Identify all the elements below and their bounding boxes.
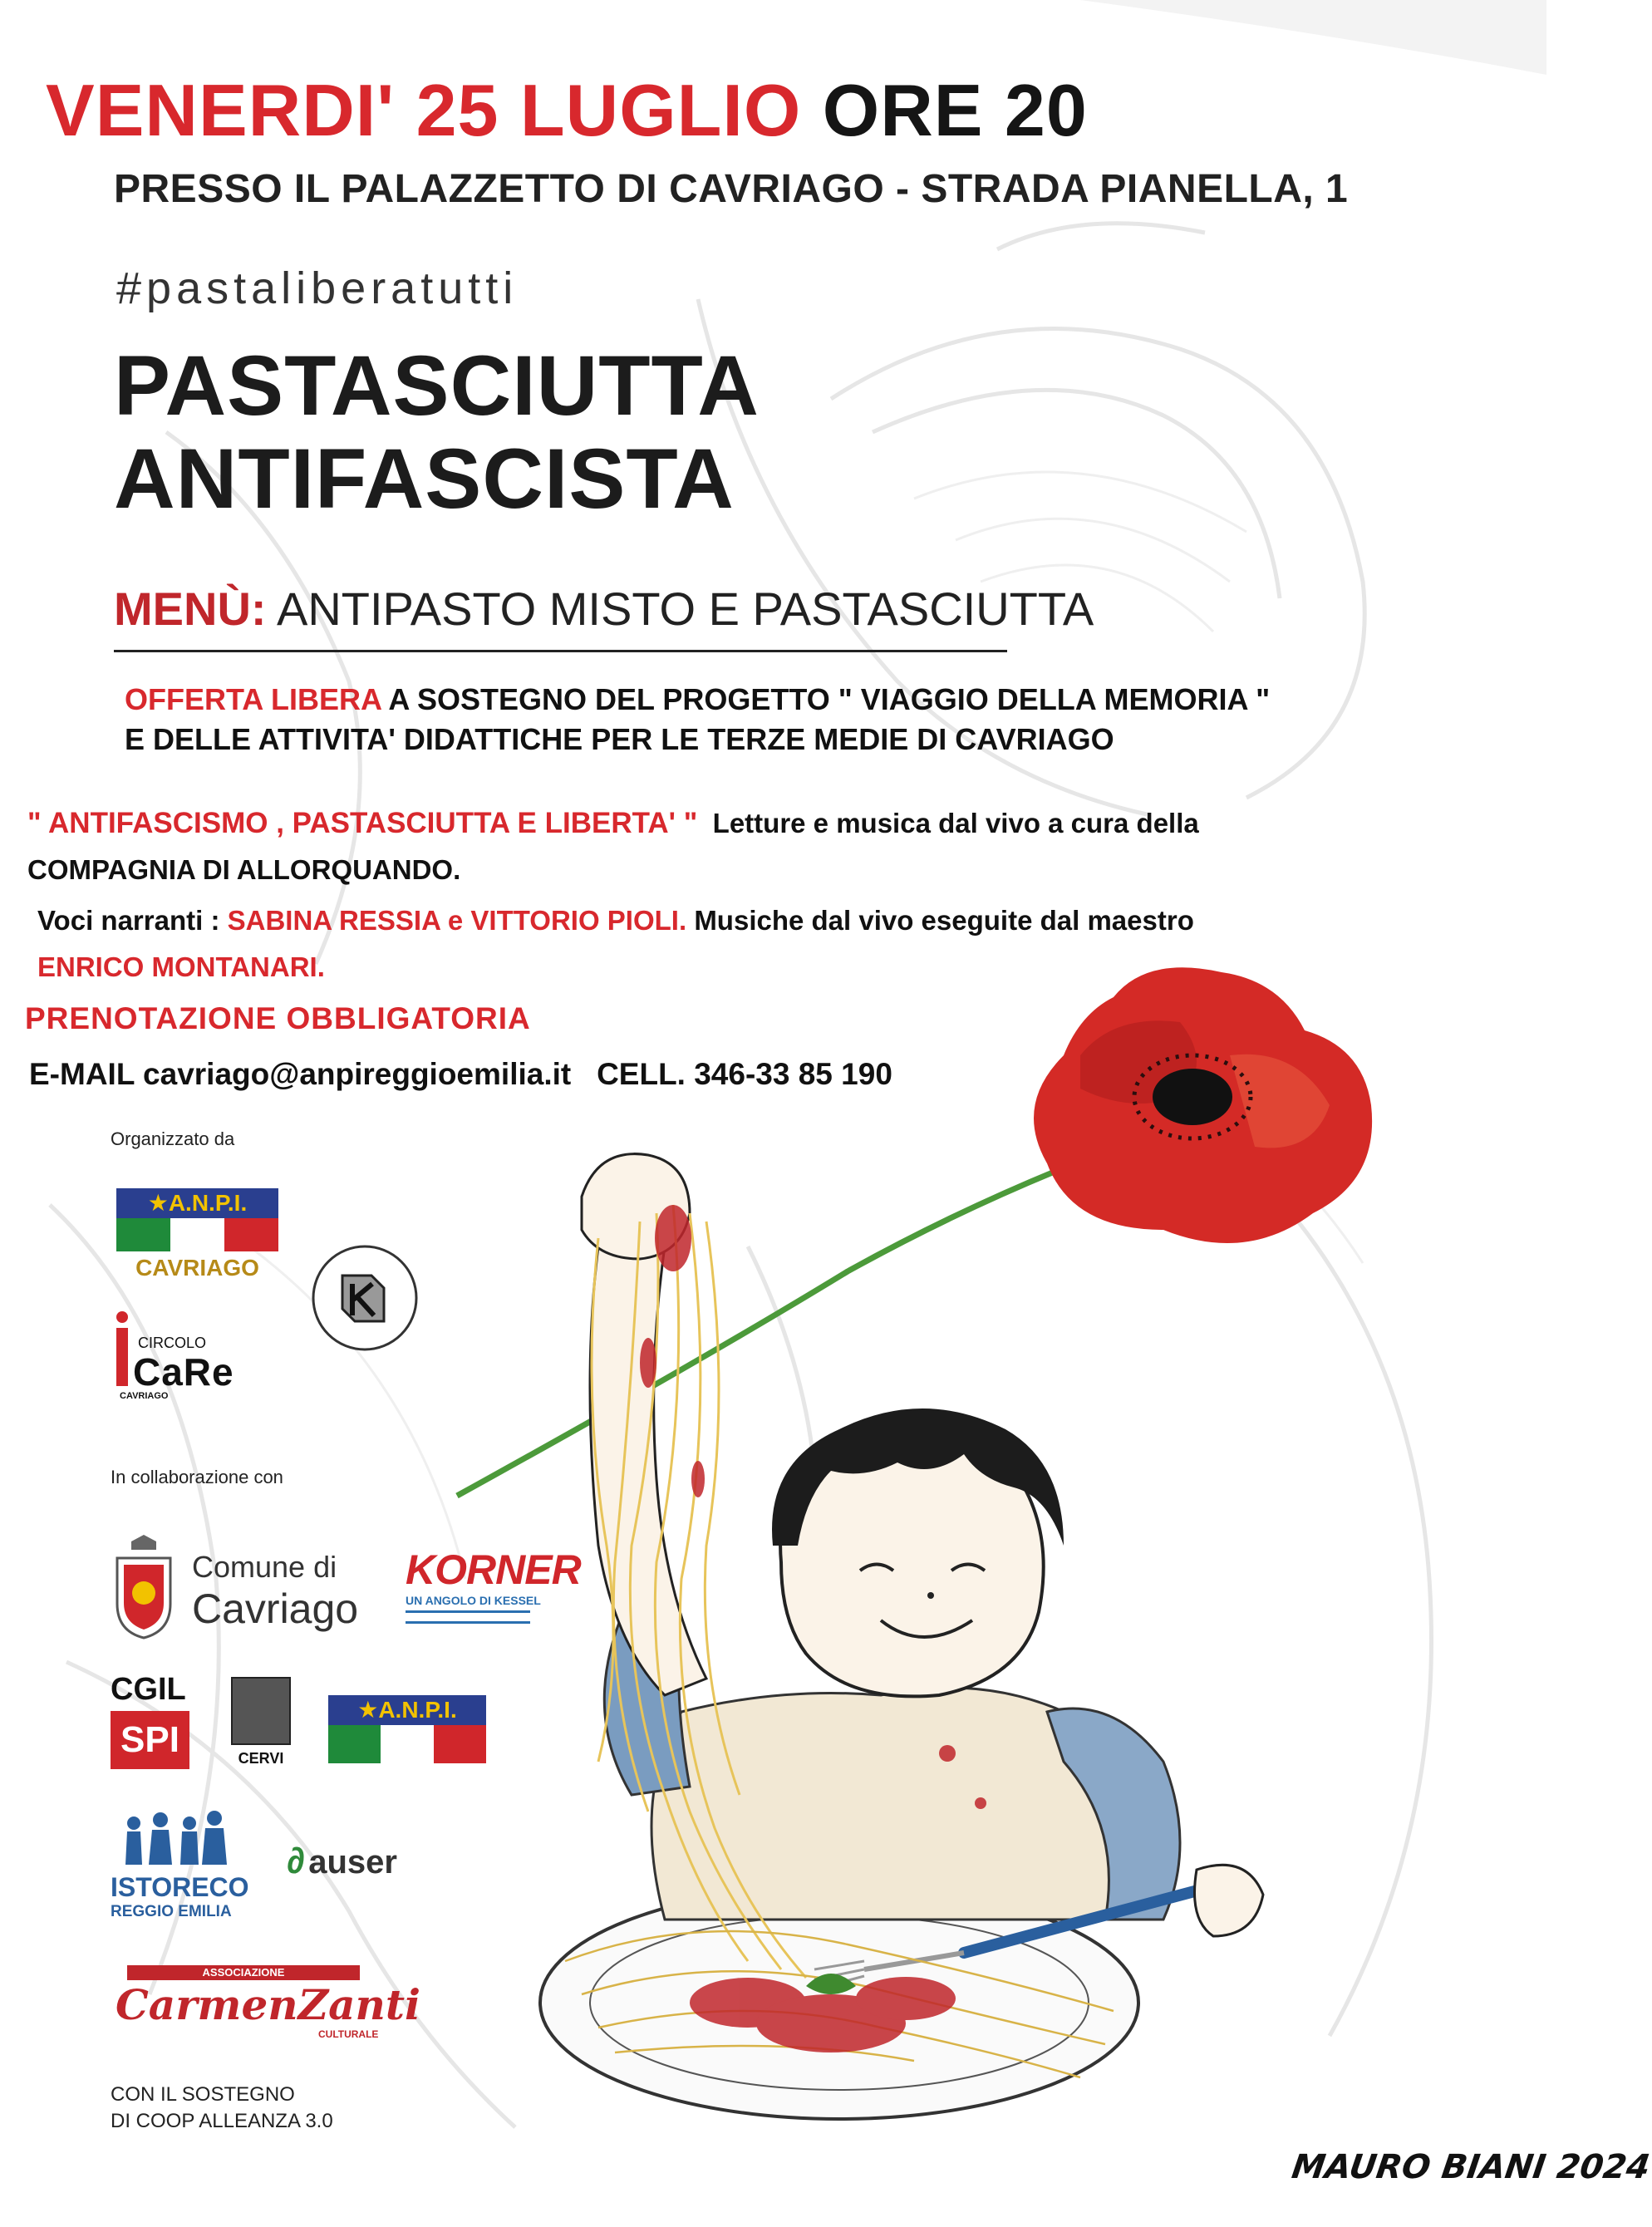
comune-line1: Comune di: [192, 1550, 337, 1584]
offer-block: [125, 680, 1270, 760]
reading-block: [27, 800, 1199, 893]
kessel-circle-logo: [309, 1242, 421, 1354]
reading-title: " ANTIFASCISMO , PASTASCIUTTA E LIBERTA' ": [27, 807, 698, 839]
offer-line1: A SOSTEGNO DEL PROGETTO " VIAGGIO DELLA MEMORIA ": [388, 682, 1271, 716]
icare-name-text: CaRe: [133, 1350, 234, 1394]
phone-link[interactable]: 346-33 85 190: [694, 1057, 892, 1091]
korner-sub: UN ANGOLO DI KESSEL: [406, 1594, 541, 1607]
event-date-line: [46, 68, 1088, 153]
collaborators-label: In collaborazione con: [111, 1467, 283, 1487]
menu-text: ANTIPASTO MISTO E PASTASCIUTTA: [277, 583, 1094, 635]
support-line1: CON IL SOSTEGNO: [111, 2083, 295, 2106]
icare-circolo-text: CIRCOLO: [138, 1335, 207, 1351]
anpi-logo-top: ★A.N.P.I.: [116, 1188, 278, 1218]
cervi-logo: [231, 1677, 291, 1777]
event-title: [114, 339, 760, 525]
anpi-logo-bottom: CAVRIAGO: [135, 1255, 259, 1281]
cervi-text: CERVI: [238, 1750, 284, 1767]
korner-logo: [406, 1546, 581, 1637]
istoreco-figures-icon: [111, 1810, 235, 1868]
comune-cavriago-logo: [111, 1533, 385, 1641]
event-title-line2: ANTIFASCISTA: [114, 431, 735, 526]
offer-line2: E DELLE ATTIVITA' DIDATTICHE PER LE TERZE MEDIE DI CAVRIAGO: [125, 722, 1114, 756]
illustration-boy-spaghetti: [532, 964, 1546, 2210]
menu-label: MENÙ:: [114, 583, 267, 635]
offer-highlight: OFFERTA LIBERA: [125, 682, 381, 716]
spi-text: SPI: [111, 1711, 189, 1769]
auser-logo: ∂ auser: [287, 1841, 397, 1881]
carmen-sub: CULTURALE: [318, 2028, 379, 2040]
anpi2-text: ★A.N.P.I.: [328, 1695, 486, 1725]
event-hashtag: #pastaliberatutti: [116, 263, 519, 313]
voices-label: Voci narranti :: [37, 905, 220, 936]
artist-signature: MAURO BIANI 2024: [1289, 2148, 1652, 2186]
voices-maestro: ENRICO MONTANARI.: [37, 951, 325, 982]
menu-underline: [114, 650, 1007, 652]
anpi-logo-2: [328, 1695, 486, 1766]
istoreco-sub: REGGIO EMILIA: [111, 1903, 232, 1920]
istoreco-logo: [111, 1810, 248, 1926]
support-line2: DI COOP ALLEANZA 3.0: [111, 2110, 333, 2132]
poppy-flower: [1034, 967, 1372, 1243]
istoreco-name: ISTORECO: [111, 1872, 249, 1902]
email-link[interactable]: cavriago@anpireggioemilia.it: [143, 1057, 572, 1091]
circolo-icare-logo: [116, 1311, 303, 1407]
voices-rest: Musiche dal vivo eseguite dal maestro: [694, 905, 1194, 936]
event-title-line1: PASTASCIUTTA: [114, 338, 760, 433]
event-time: ORE 20: [822, 69, 1088, 151]
reading-rest: Letture e musica dal vivo a cura della: [712, 808, 1199, 838]
phone-label: CELL.: [597, 1057, 686, 1091]
reading-company: COMPAGNIA DI ALLORQUANDO.: [27, 854, 461, 885]
cgil-text: CGIL: [111, 1672, 186, 1707]
korner-name: KORNER: [406, 1546, 581, 1593]
icare-town-text: CAVRIAGO: [120, 1391, 169, 1401]
email-label: E-MAIL: [29, 1057, 135, 1091]
carmen-name: CarmenZanti: [116, 1980, 420, 2029]
anpi-cavriago-logo: [116, 1188, 278, 1288]
carmen-small: ASSOCIAZIONE: [127, 1965, 360, 1980]
cgil-spi-logo: [111, 1672, 189, 1780]
support-block: [111, 2082, 333, 2135]
booking-title: PRENOTAZIONE OBBLIGATORIA: [25, 1001, 531, 1035]
organizers-label: Organizzato da: [111, 1128, 235, 1149]
voices-names: SABINA RESSIA e VITTORIO PIOLI.: [227, 905, 687, 936]
event-date: VENERDI' 25 LUGLIO: [46, 69, 802, 151]
comune-crest-icon: [111, 1533, 177, 1641]
carmen-zanti-logo: [111, 1957, 420, 2040]
menu-line: [114, 582, 1094, 636]
comune-line2: Cavriago: [192, 1585, 359, 1632]
auser-text: auser: [308, 1844, 397, 1880]
event-venue: PRESSO IL PALAZZETTO DI CAVRIAGO - STRADA PIANELLA, 1: [114, 167, 1349, 211]
